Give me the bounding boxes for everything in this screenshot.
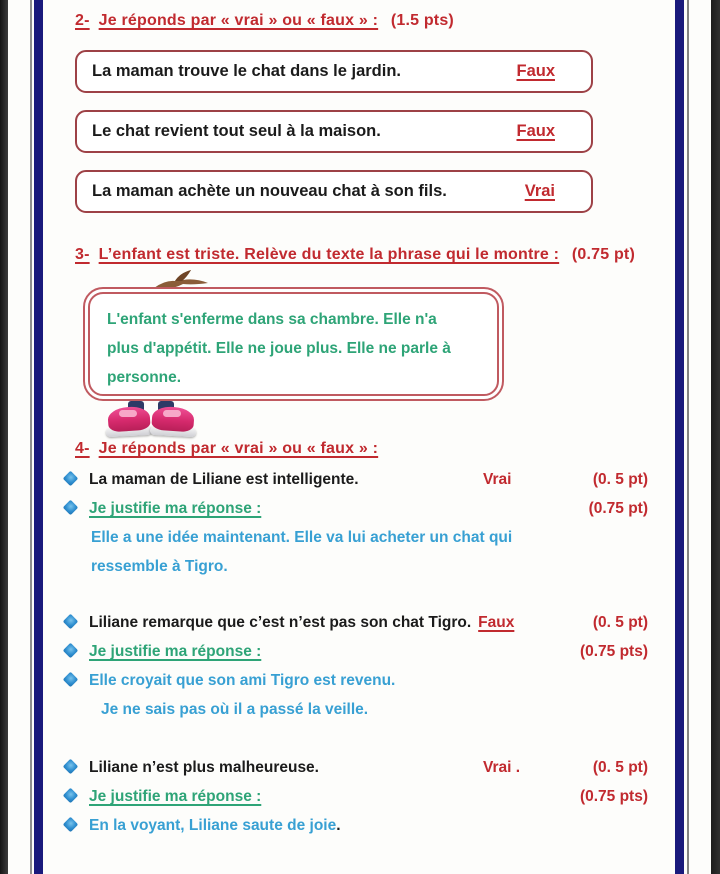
q4-justification-line — [62, 816, 662, 835]
answer-text: Faux — [516, 122, 555, 140]
statement-text: Le chat revient tout seul à la maison. — [92, 122, 381, 140]
question-3-heading — [75, 246, 635, 264]
question-2-points: (1.5 pts) — [390, 12, 454, 29]
diamond-bullet-icon — [63, 788, 79, 804]
answer-text: Vrai — [483, 471, 512, 488]
justify-label: Je justifie ma réponse : — [89, 788, 262, 805]
question-4-number: 4- — [75, 440, 90, 457]
q4-statement-row — [62, 613, 662, 632]
q4-statement-row — [62, 470, 662, 489]
answer-text: Faux — [478, 614, 515, 631]
question-3-number: 3- — [75, 246, 90, 263]
justification-text: Elle croyait que son ami Tigro est revenu. — [89, 672, 396, 689]
answer-text: Vrai — [524, 182, 555, 200]
justification-text: ressemble à Tigro. — [91, 558, 228, 575]
answer-text: Vrai . — [483, 759, 521, 776]
question-4-heading — [75, 440, 378, 458]
question-2-number: 2- — [75, 12, 90, 29]
frame-thin-line-right — [687, 0, 689, 874]
answer-line: L'enfant s'enferme dans sa chambre. Elle n'a — [107, 311, 437, 328]
statement-box-2 — [75, 110, 593, 153]
frame-navy-bar-left — [34, 0, 43, 874]
question-3-title: L’enfant est triste. Relève du texte la phrase qui le montre : — [98, 246, 560, 263]
q4-justification-line — [62, 528, 662, 547]
diamond-bullet-icon — [63, 672, 79, 688]
scan-edge-right — [711, 0, 720, 874]
q3-answer-text — [88, 292, 499, 396]
justification-text: Je ne sais pas où il a passé la veille. — [101, 701, 369, 718]
q4-justification-line — [62, 557, 662, 576]
statement-text: La maman achète un nouveau chat à son fils. — [92, 182, 447, 200]
statement-text: La maman trouve le chat dans le jardin. — [92, 62, 402, 80]
justify-label: Je justifie ma réponse : — [89, 500, 262, 517]
q4-justification-line — [62, 700, 662, 719]
q4-justify-row — [62, 642, 662, 661]
points-text: (0. 5 pt) — [592, 614, 648, 631]
answer-text: Faux — [516, 62, 555, 80]
frame-navy-bar-right — [675, 0, 684, 874]
statement-box-3 — [75, 170, 593, 213]
scan-edge-left — [0, 0, 8, 874]
justification-text: En la voyant, Liliane saute de joie — [89, 817, 337, 834]
diamond-bullet-icon — [63, 759, 79, 775]
sneakers-sticker-icon — [106, 401, 200, 439]
question-2-heading — [75, 12, 454, 30]
statement-text: Liliane n’est plus malheureuse. — [89, 759, 319, 776]
q4-justify-row — [62, 787, 662, 806]
diamond-bullet-icon — [63, 471, 79, 487]
points-text: (0.75 pts) — [579, 788, 648, 805]
question-4-title: Je réponds par « vrai » ou « faux » : — [98, 440, 379, 457]
answer-line: plus d'appétit. Elle ne joue plus. Elle ne parle à — [107, 340, 451, 357]
diamond-bullet-icon — [63, 500, 79, 516]
justify-label: Je justifie ma réponse : — [89, 643, 262, 660]
statement-text: Liliane remarque que c’est n’est pas son chat Tigro. — [89, 614, 472, 631]
points-text: (0.75 pts) — [579, 643, 648, 660]
justification-text: Elle a une idée maintenant. Elle va lui acheter un chat qui — [91, 529, 513, 546]
points-text: (0.75 pt) — [588, 500, 648, 517]
q4-statement-row — [62, 758, 662, 777]
points-text: (0. 5 pt) — [592, 471, 648, 488]
question-3-points: (0.75 pt) — [571, 246, 635, 263]
answer-line: personne. — [107, 369, 182, 386]
q4-justification-line — [62, 671, 662, 690]
sentence-period: . — [336, 817, 341, 834]
diamond-bullet-icon — [63, 817, 79, 833]
diamond-bullet-icon — [63, 643, 79, 659]
statement-box-1 — [75, 50, 593, 93]
q4-justify-row — [62, 499, 662, 518]
q3-answer-box — [83, 287, 504, 401]
frame-thin-line-left — [30, 0, 32, 874]
question-2-title: Je réponds par « vrai » ou « faux » : — [98, 12, 379, 29]
diamond-bullet-icon — [63, 614, 79, 630]
statement-text: La maman de Liliane est intelligente. — [89, 471, 359, 488]
points-text: (0. 5 pt) — [592, 759, 648, 776]
